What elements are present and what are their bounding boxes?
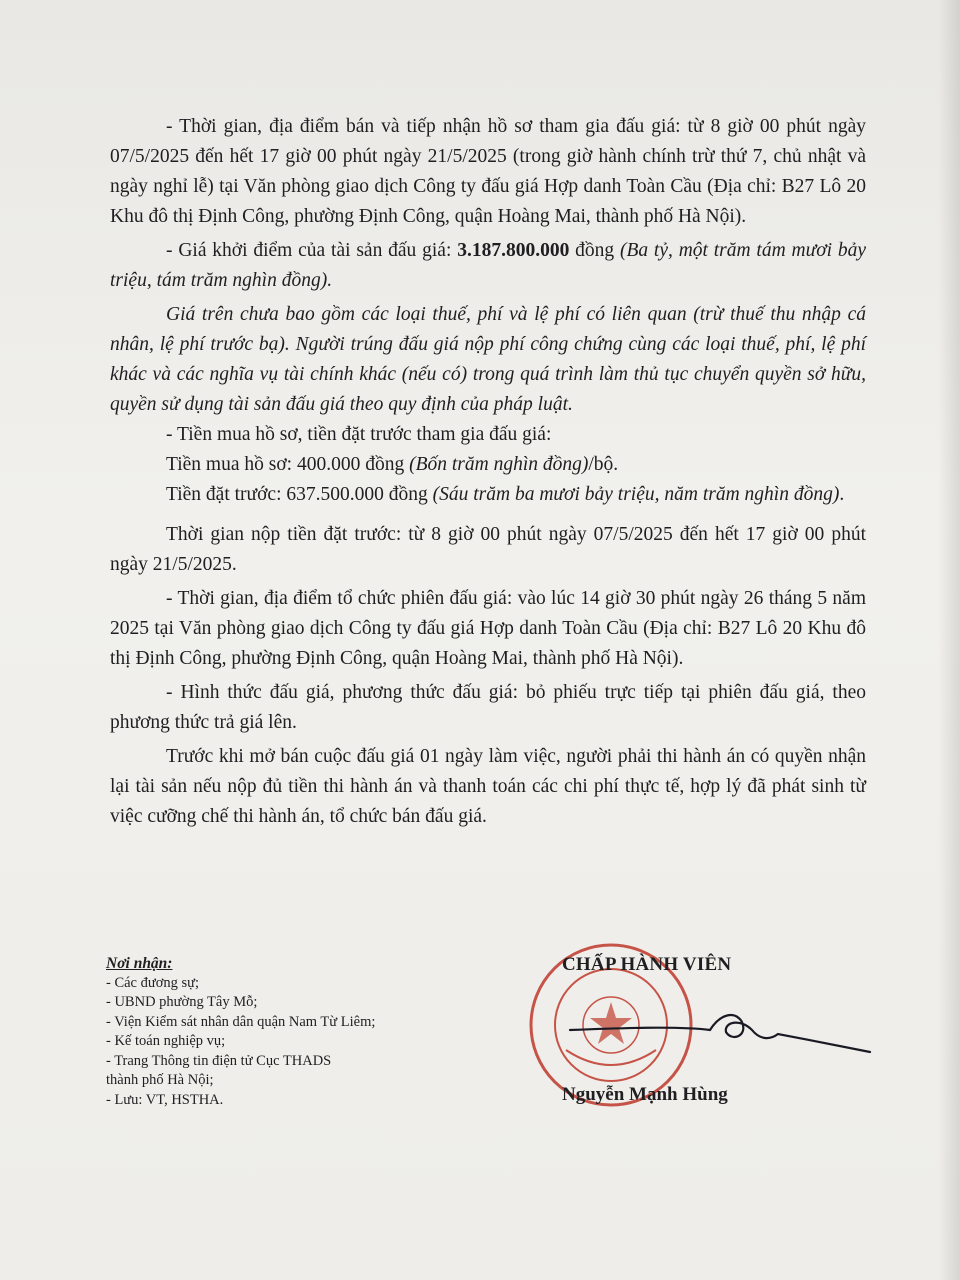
dossier-fee-words: (Bốn trăm nghìn đồng) (409, 454, 589, 475)
recipients-heading: Nơi nhận: (106, 955, 173, 972)
paragraph-auction-time-location: - Thời gian, địa điểm tổ chức phiên đấu giá: vào lúc 14 giờ 30 phút ngày 26 tháng 5 năm 2025 tại Văn phòng giao dịch Công ty đấu giá Hợp danh Toàn Cầu (Địa chỉ: B27 Lô 20 Khu đô thị Định Công, phường Định Công, quận Hoàng Mai, thành phố Hà Nội). (110, 588, 866, 669)
paragraph-deposit (110, 480, 866, 510)
page-shadow-edge (938, 0, 960, 1280)
recipient-item: - Trang Thông tin điện tử Cục THADS (106, 1052, 332, 1069)
paragraph-redemption-right: Trước khi mở bán cuộc đấu giá 01 ngày làm việc, người phải thi hành án có quyền nhận lại tài sản nếu nộp đủ tiền thi hành án và thanh toán các chi phí thực tế, hợp lý đã phát sinh từ việc cưỡng chế thi hành án, tổ chức bán đấu giá. (110, 746, 866, 827)
dossier-fee-label: Tiền mua hồ sơ: 400.000 đồng (166, 454, 410, 475)
handwritten-signature-icon (560, 1000, 880, 1070)
paragraph-deposit-time: Thời gian nộp tiền đặt trước: từ 8 giờ 00 phút ngày 07/5/2025 đến hết 17 giờ 00 phút ngày 21/5/2025. (110, 524, 866, 575)
paragraph-starting-price (110, 236, 866, 296)
dossier-fee-suffix: /bộ. (588, 454, 619, 475)
paragraph-auction-method: - Hình thức đấu giá, phương thức đấu giá: bỏ phiếu trực tiếp tại phiên đấu giá, theo phương thức trả giá lên. (110, 682, 866, 733)
deposit-suffix: . (839, 484, 845, 505)
recipient-item: - UBND phường Tây Mỗ; (106, 994, 258, 1010)
paragraph-sale-time-location: - Thời gian, địa điểm bán và tiếp nhận hồ sơ tham gia đấu giá: từ 8 giờ 00 phút ngày 07/5/2025 đến hết 17 giờ 00 phút ngày 21/5/2025 (trong giờ hành chính trừ thứ 7, chủ nhật và ngày nghỉ lễ) tại Văn phòng giao dịch Công ty đấu giá Hợp danh Toàn Cầu (Địa chỉ: B27 Lô 20 Khu đô thị Định Công, phường Định Công, quận Hoàng Mai, thành phố Hà Nội). (110, 116, 866, 227)
starting-price-amount: 3.187.800.000 (457, 240, 570, 261)
starting-price-label: - Giá khởi điểm của tài sản đấu giá: (166, 240, 458, 261)
signer-name: Nguyễn Mạnh Hùng (562, 1084, 728, 1105)
recipient-item: - Kế toán nghiệp vụ; (106, 1033, 226, 1049)
deposit-words: (Sáu trăm ba mươi bảy triệu, năm trăm nghìn đồng) (432, 484, 840, 505)
paragraph-dossier-fee (110, 450, 866, 480)
tax-note-text: Giá trên chưa bao gồm các loại thuế, phí và lệ phí có liên quan (trừ thuế thu nhập cá nhân, lệ phí trước bạ). Người trúng đấu giá nộp phí công chứng cùng các loại thuế, phí, lệ phí khác và các nghĩa vụ tài chính khác (nếu có) trong quá trình làm thủ tục chuyển quyền sở hữu, quyền sử dụng tài sản đấu giá theo quy định của pháp luật. (110, 304, 866, 415)
recipients-block (106, 954, 466, 1110)
paragraph-fees-heading: - Tiền mua hồ sơ, tiền đặt trước tham gia đấu giá: (166, 424, 552, 445)
recipient-item: - Lưu: VT, HSTHA. (106, 1091, 224, 1108)
deposit-label: Tiền đặt trước: 637.500.000 đồng (166, 484, 433, 505)
starting-price-unit: đồng (569, 240, 620, 261)
paragraph-tax-note (110, 300, 866, 420)
recipient-item: - Các đương sự; (106, 974, 200, 991)
starting-price-words: (Ba tỷ, một trăm tám mươi bảy triệu, tám trăm nghìn đồng). (110, 240, 867, 291)
document-body (110, 112, 866, 832)
signer-title: CHẤP HÀNH VIÊN (562, 954, 732, 975)
recipient-item: thành phố Hà Nội; (106, 1072, 214, 1088)
recipient-item: - Viện Kiểm sát nhân dân quận Nam Từ Liêm; (106, 1013, 376, 1030)
